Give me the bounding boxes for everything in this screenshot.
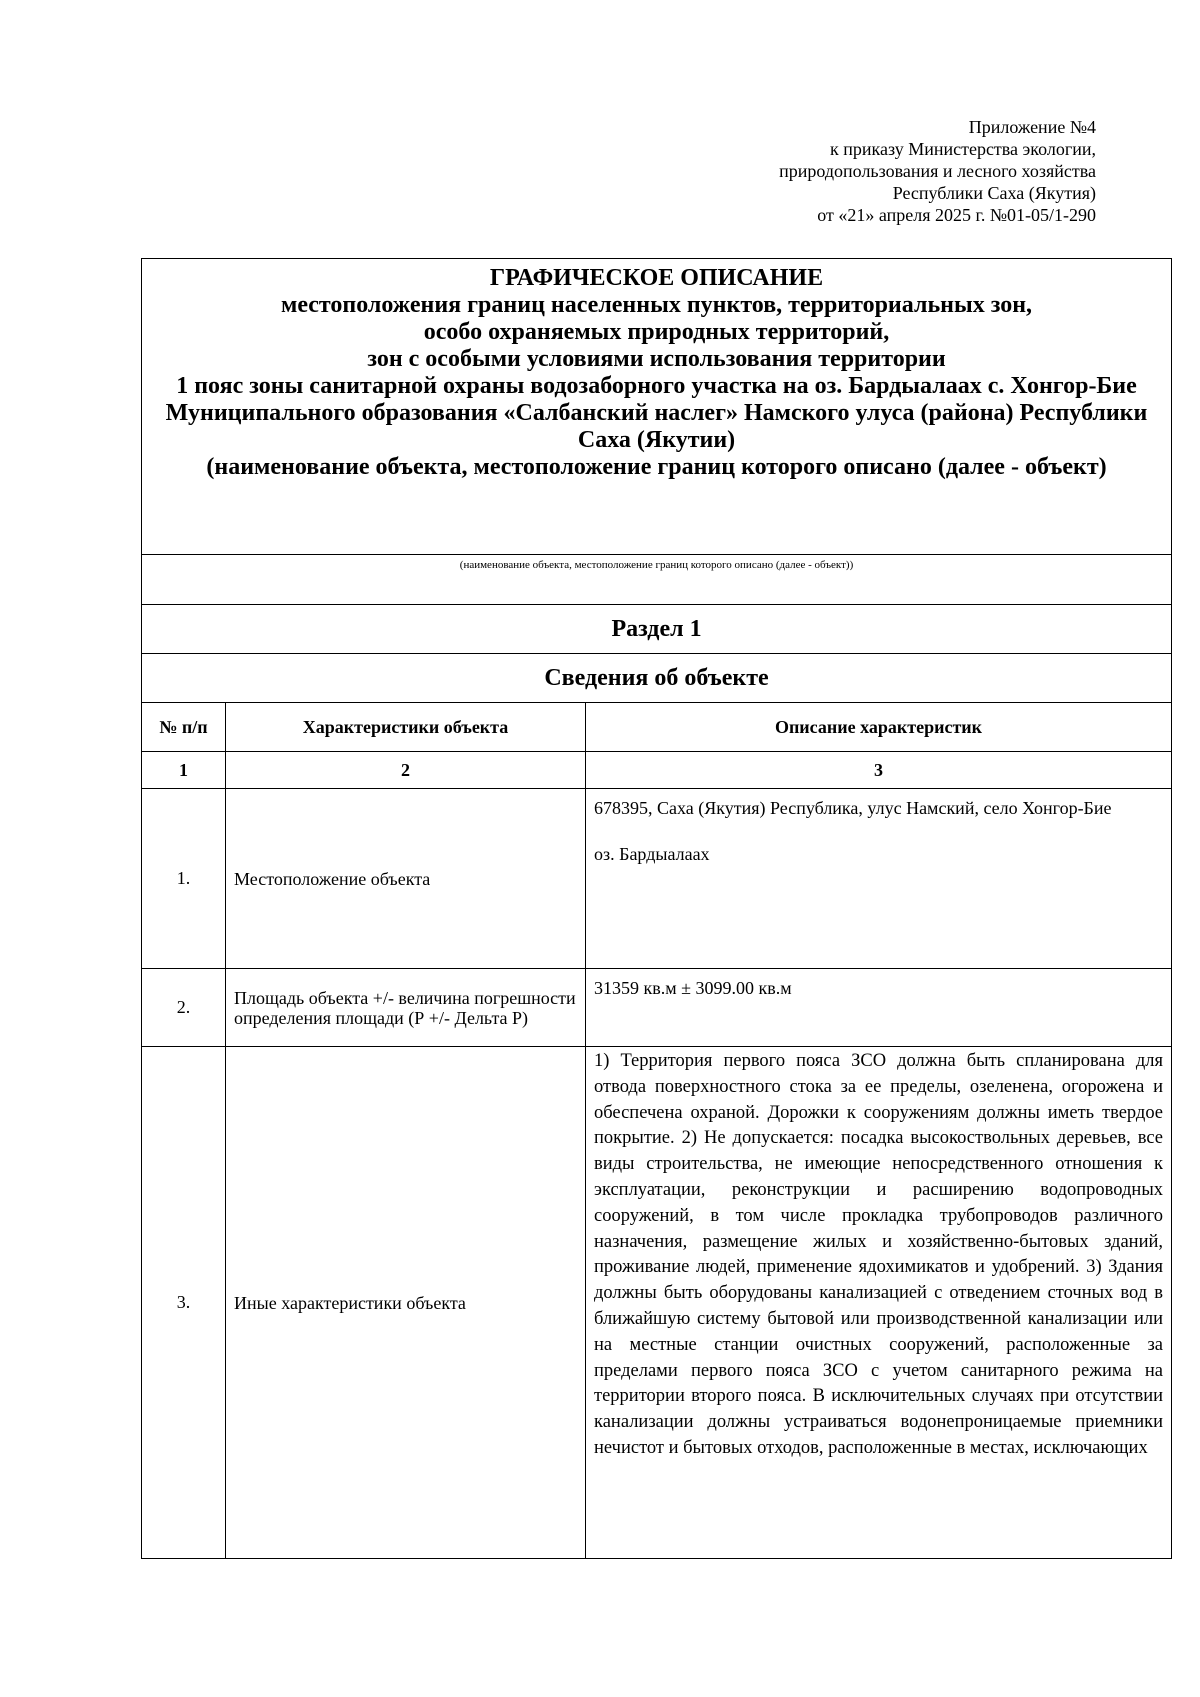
appendix-line: природопользования и лесного хозяйства — [779, 161, 1096, 181]
table-row — [142, 1047, 1172, 1559]
header-description: Описание характеристик — [586, 703, 1172, 752]
appendix-line: Приложение №4 — [968, 117, 1096, 137]
appendix-line: от «21» апреля 2025 г. №01-05/1-290 — [817, 205, 1096, 225]
title-line: местоположения границ населенных пунктов, территориальных зон, — [280, 292, 1033, 318]
object-name-note: (наименование объекта, местоположение границ которого описано (далее - объект)) — [142, 555, 1172, 605]
object-name-caption: (наименование объекта, местоположение границ которого описано (далее - объект) — [206, 454, 1107, 480]
column-number: 1 — [142, 752, 226, 789]
address-text: 678395, Саха (Якутия) Республика, улус Намский, село Хонгор-Бие — [594, 798, 1112, 818]
title-line: зон с особыми условиями использования территории — [367, 346, 946, 372]
title-block — [142, 259, 1172, 555]
table-row — [142, 969, 1172, 1047]
section-title: Раздел 1 — [142, 605, 1172, 654]
row-description — [586, 789, 1172, 969]
table-row — [142, 789, 1172, 969]
column-number: 3 — [586, 752, 1172, 789]
row-label: Иные характеристики объекта — [226, 1047, 586, 1559]
column-number: 2 — [226, 752, 586, 789]
row-label: Местоположение объекта — [226, 789, 586, 969]
object-name: 1 пояс зоны санитарной охраны водозаборного участка на оз. Бардыалаах с. Хонгор-Бие Муниципального образования «Салбанский наслег» Намского улуса (района) Республики Саха (Якутии) — [165, 373, 1148, 453]
document-title: ГРАФИЧЕСКОЕ ОПИСАНИЕ — [489, 265, 824, 291]
appendix-line: к приказу Министерства экологии, — [829, 139, 1096, 159]
document-table — [141, 258, 1172, 1559]
header-number: № п/п — [142, 703, 226, 752]
appendix-block — [596, 116, 1096, 226]
row-description — [586, 1047, 1172, 1559]
title-line: особо охраняемых природных территорий, — [423, 319, 890, 345]
row-number: 2. — [142, 969, 226, 1047]
section-subtitle: Сведения об объекте — [142, 654, 1172, 703]
appendix-line: Республики Саха (Якутия) — [892, 183, 1096, 203]
row-number: 1. — [142, 789, 226, 969]
lake-name: оз. Бардыалаах — [594, 844, 710, 864]
row-label: Площадь объекта +/- величина погрешности определения площади (Р +/- Дельта Р) — [226, 969, 586, 1047]
requirements-text: 1) Территория первого пояса ЗСО должна быть спланирована для отвода поверхностного стока за ее пределы, озеленена, огорожена и обеспечена охраной. Дорожки к сооружениям должны иметь твердое покрытие. 2) Не допускается: посадка высокоствольных деревьев, все виды строительства, не имеющие непосредственного отношения к эксплуатации, реконструкции и расширению водопроводных сооружений, в том числе прокладка трубопроводов различного назначения, размещение жилых и хозяйственно-бытовых зданий, проживание людей, применение ядохимикатов и удобрений. 3) Здания должны быть оборудованы канализацией с отведением сточных вод в ближайшую систему бытовой или производственной канализации или на местные станции очистных сооружений, расположенные за пределами первого пояса ЗСО с учетом санитарного режима на территории второго пояса. В исключительных случаях при отсутствии канализации должны устраиваться водонепроницаемые приемники нечистот и бытовых отходов, расположенные в местах, исключающих — [594, 1051, 1164, 1458]
row-number: 3. — [142, 1047, 226, 1559]
row-description: 31359 кв.м ± 3099.00 кв.м — [586, 969, 1172, 1047]
header-characteristics: Характеристики объекта — [226, 703, 586, 752]
